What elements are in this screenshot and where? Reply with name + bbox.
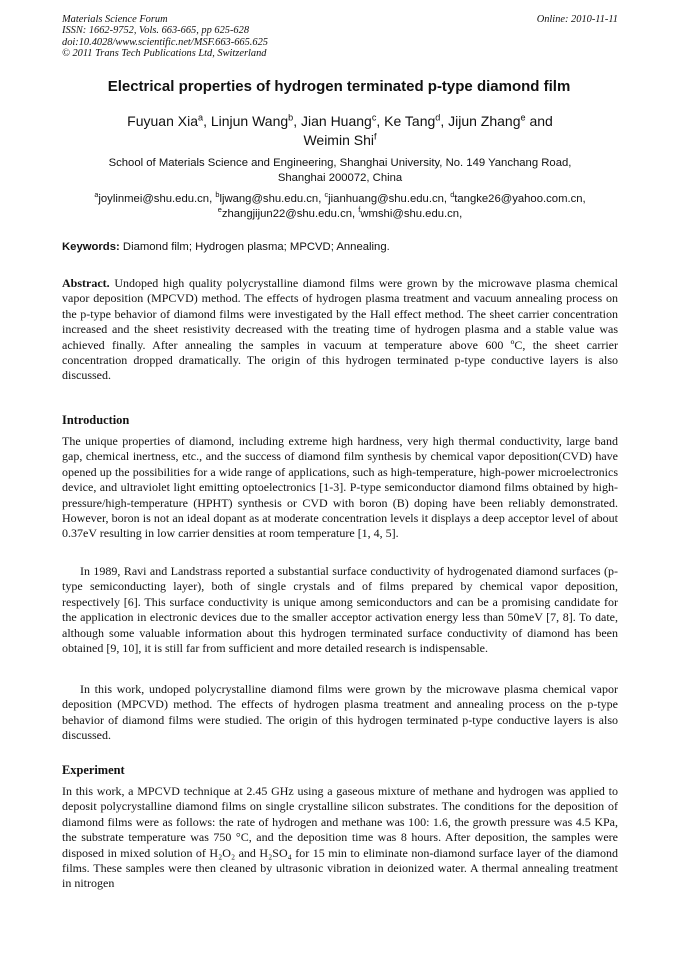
section-heading-experiment: Experiment [62,763,125,777]
email-marker: e [217,204,222,214]
experiment-text: and [235,845,260,860]
email-list [62,192,618,221]
email-address[interactable]: ljwang@shu.edu.cn, [219,193,322,205]
email-marker: f [358,204,361,214]
abstract-label: Abstract. [62,276,110,290]
keywords [62,241,618,253]
journal-header [62,14,618,60]
keywords-text: Diamond film; Hydrogen plasma; MPCVD; Annealing. [122,241,390,253]
online-date: Online: 2010-11-11 [536,14,618,25]
email-address[interactable]: zhangjijun22@shu.edu.cn, [221,207,356,220]
journal-copyright: © 2011 Trans Tech Publications Ltd, Switzerland [62,48,267,60]
introduction-paragraph: In 1989, Ravi and Landstrass reported a substantial surface conductivity of hydrogenated diamond surfaces (p-type semiconducting layer), both of single crystals and of films prepared by chemical vapor deposition, respectively [6]. This surface conductivity is unique among semiconductors and can be a promising candidate for the application in electronic devices due to the smaller acceptor activation energy less than 50meV [7, 8]. To date, although some valuable information about this hydrogen terminated surface conductivity of diamond has been obtained [9, 10], it is still far from sufficient and more detailed research is indispensable. [62,564,618,656]
author-name: Jijun Zhang [448,113,521,129]
author-marker: e [520,112,526,123]
author-marker: f [374,131,377,142]
abstract-text: Undoped high quality polycrystalline diamond films were grown by the microwave plasma chemical vapor deposition (MPCVD) method. The effects of hydrogen plasma treatment and vacuum annealing process on the p-type behavior of diamond films were investigated by the Hall effect method. The sheet carrier concentration increased and the sheet resistivity decreased with the treating time of hydrogen plasma and a stable value was achieved finally. After annealing the samples in vacuum at temperature above 600 ºC, the sheet carrier concentration dropped dramatically. The origin of this hydrogen terminated p-type conductive layers is also discussed. [62,276,619,383]
author-marker: d [435,112,441,123]
journal-issn: ISSN: 1662-9752, Vols. 663-665, pp 625-628 [62,25,250,37]
author-conjunction: and [529,113,553,129]
author-marker: c [371,112,377,123]
chemical-formula: H₂SO₄ [259,845,292,860]
affiliation [62,156,618,186]
email-marker: a [94,190,99,200]
email-address[interactable]: tangke26@yahoo.com.cn, [454,193,586,205]
journal-doi: doi:10.4028/www.scientific.net/MSF.663-665.625 [62,36,268,48]
author-name: Weimin Shi [303,132,374,148]
author-name: Jian Huang [301,113,372,129]
email-marker: d [450,190,455,200]
affiliation-line: Shanghai 200072, China [277,172,403,184]
author-name: Linjun Wang [210,113,289,129]
author-name: Ke Tang [384,113,436,129]
experiment-text: In this work, a MPCVD technique at 2.45 GHz using a gaseous mixture of methane and hydrogen was applied to deposit polycrystalline diamond films on single crystalline silicon substrates. The conditions for the deposition of diamond films were as follows: the rate of hydrogen and methane was 100: 1.6, the growth pressure was 4.5 KPa, the substrate temperature was 750 °C, and the deposition time was 8 hours. After deposition, the samples were disposed in mixed solution of [62,784,618,860]
paper-title: Electrical properties of hydrogen terminated p-type diamond film [107,78,571,95]
journal-name: Materials Science Forum [62,14,168,25]
email-address[interactable]: wmshi@shu.edu.cn, [360,207,463,220]
experiment-paragraph [62,784,618,892]
introduction-paragraph: In this work, undoped polycrystalline diamond films were grown by the microwave plasma chemical vapor deposition (MPCVD) method. The effects of hydrogen plasma treatment and annealing process on the p-type behavior of diamond films were studied. The origin of this hydrogen terminated p-type conductive layers is also discussed. [62,682,618,743]
author-name: Fuyuan Xia [127,113,198,129]
author-list: Fuyuan Xia$^a$, Linjun Wang$^b$, Jian Huang$^c$, Ke Tang$^d$, Jijun Zhang$^e$ and Weimin Shi$^f$ [127,112,553,148]
keywords-label: Keywords: [62,241,120,253]
experiment-text: for 15 min to eliminate non-diamond surface layer of the diamond films. These samples were then cleaned by ultrasonic vibration in deionized water. A thermal annealing treatment in nitrogen [62,845,619,891]
chemical-formula: H₂O₂ [209,845,236,860]
author-marker: a [198,112,204,123]
email-marker: b [215,190,220,200]
section-heading-introduction: Introduction [62,413,130,427]
email-address[interactable]: joylinmei@shu.edu.cn, [98,193,213,205]
affiliation-line: School of Materials Science and Engineering, Shanghai University, No. 149 Yanchang Road, [108,157,572,169]
abstract [62,276,618,384]
author-marker: b [288,112,294,123]
email-marker: c [324,190,329,200]
introduction-paragraph: The unique properties of diamond, including extreme high hardness, very high thermal conductivity, large band gap, chemical inertness, etc., and the success of diamond film synthesis by chemical vapor deposition(CVD) have opened up the possibilities for a wide range of applications, such as high-temperature, high-power microelectronics device, and ultraviolet light emitting optoelectronics [1-3]. P-type semiconductor diamond films obtained by high-pressure/high-temperature (HPHT) synthesis or CVD with boron (B) doping have been reliably demonstrated. However, boron is not an ideal dopant as at moderate concentration levels it displays a deep acceptor level of about 0.37eV resulting in low carrier densities at room temperature [1, 4, 5]. [62,434,618,541]
email-address[interactable]: jianhuang@shu.edu.cn, [328,193,448,205]
